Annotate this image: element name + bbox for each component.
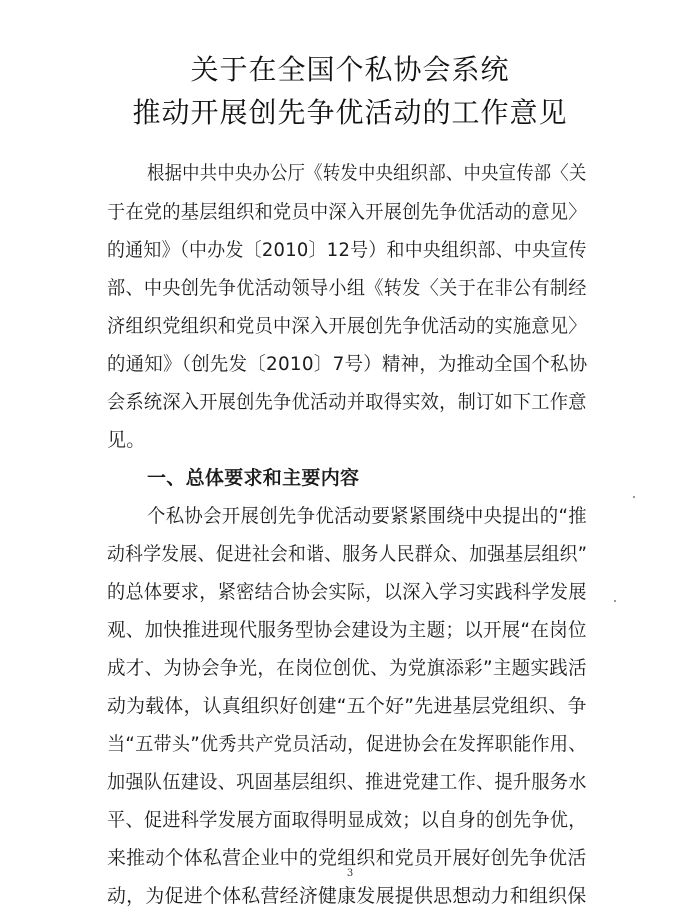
paragraph-line: 个私协会开展创先争优活动要紧紧围绕中央提出的“推 — [147, 505, 587, 527]
paragraph-line: 济组织党组织和党员中深入开展创先争优活动的实施意见〉 — [107, 315, 587, 337]
scan-speck — [633, 496, 635, 498]
paragraph-line: 的总体要求，紧密结合协会实际，以深入学习实践科学发展 — [107, 581, 587, 603]
document-title-line-2: 推动开展创先争优活动的工作意见 — [132, 96, 568, 129]
paragraph-line: 动科学发展、促进社会和谐、服务人民群众、加强基层组织” — [107, 543, 588, 565]
paragraph-line: 动，为促进个体私营经济健康发展提供思想动力和组织保 — [107, 885, 587, 907]
document-title-line-1: 关于在全国个私协会系统 — [190, 53, 510, 86]
paragraph-line: 的通知》（创先发〔2010〕7号）精神，为推动全国个私协 — [107, 353, 588, 375]
paragraph-line: 的通知》（中办发〔2010〕12号）和中央组织部、中央宣传 — [107, 239, 587, 261]
paragraph-line: 根据中共中央办公厅《转发中央组织部、中央宣传部〈关 — [147, 162, 587, 184]
paragraph-line: 部、中央创先争优活动领导小组《转发〈关于在非公有制经 — [107, 277, 587, 299]
paragraph-line: 于在党的基层组织和党员中深入开展创先争优活动的意见〉 — [107, 201, 587, 223]
page-number: 3 — [346, 868, 354, 879]
scan-speck — [614, 600, 616, 602]
paragraph-line: 平、促进科学发展方面取得明显成效；以自身的创先争优， — [107, 809, 587, 831]
paragraph-line: 动为载体，认真组织好创建“五个好”先进基层党组织、争 — [107, 695, 587, 717]
paragraph-line: 来推动个体私营企业中的党组织和党员开展好创先争优活 — [107, 847, 587, 869]
paragraph-line: 观、加快推进现代服务型协会建设为主题；以开展“在岗位 — [107, 619, 587, 641]
paragraph-line: 加强队伍建设、巩固基层组织、推进党建工作、提升服务水 — [107, 771, 587, 793]
paragraph-line: 成才、为协会争光，在岗位创优、为党旗添彩”主题实践活 — [107, 657, 587, 679]
paragraph-line: 当“五带头”优秀共产党员活动，促进协会在发挥职能作用、 — [107, 733, 587, 755]
paragraph-line: 会系统深入开展创先争优活动并取得实效，制订如下工作意 — [107, 391, 587, 413]
paragraph-line: 见。 — [107, 429, 146, 451]
section-heading: 一、总体要求和主要内容 — [147, 467, 360, 489]
